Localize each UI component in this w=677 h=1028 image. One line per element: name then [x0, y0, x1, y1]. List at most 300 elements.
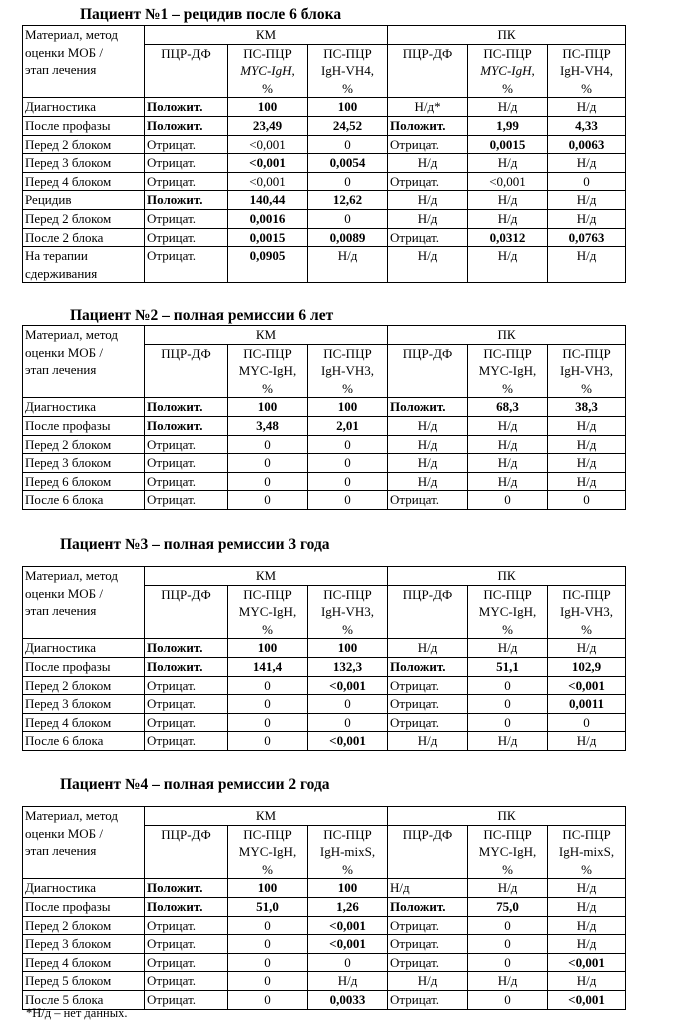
- patient-title: Пациент №4 – полная ремиссии 2 года: [60, 776, 330, 793]
- value-cell: Положит.: [145, 639, 228, 658]
- method-header: [388, 585, 468, 639]
- material-header-line: этап лечения: [25, 843, 97, 859]
- value-cell: Н/д: [388, 435, 468, 454]
- method-header-line: IgH-VH3,: [320, 363, 375, 379]
- value-cell: Н/д: [548, 435, 626, 454]
- value-cell: 0: [308, 454, 388, 473]
- value-cell: Отрицат.: [388, 135, 468, 154]
- value-cell: Н/д: [468, 209, 548, 228]
- method-header-line: IgH-VH3,: [320, 604, 375, 620]
- value-cell: 0: [308, 435, 388, 454]
- value-cell: 0: [308, 472, 388, 491]
- material-header: [23, 567, 145, 639]
- table-row: [23, 398, 626, 417]
- method-header: [388, 825, 468, 879]
- value-cell: 0: [308, 135, 388, 154]
- stage-cell: Перед 4 блоком: [23, 953, 145, 972]
- method-header-line: ПЦР-ДФ: [402, 586, 453, 602]
- value-cell: 0: [548, 713, 626, 732]
- material-header-line: этап лечения: [25, 362, 97, 378]
- method-header-line: ПЦР-ДФ: [402, 345, 453, 361]
- material-header-line: этап лечения: [25, 62, 97, 78]
- pk-header: ПК: [388, 326, 626, 345]
- mob-table: [22, 566, 626, 751]
- value-cell: 0,0312: [468, 228, 548, 247]
- stage-cell: Диагностика: [23, 879, 145, 898]
- stage-cell: После профазы: [23, 116, 145, 135]
- value-cell: 0: [308, 491, 388, 510]
- method-header-line: ПЦР-ДФ: [161, 45, 211, 61]
- value-cell: 68,3: [468, 398, 548, 417]
- value-cell: 100: [308, 639, 388, 658]
- method-header: [145, 44, 228, 98]
- table-row: [23, 972, 626, 991]
- value-cell: 0: [228, 732, 308, 751]
- table-row: [23, 676, 626, 695]
- stage-cell: Перед 4 блоком: [23, 713, 145, 732]
- value-cell: <0,001: [308, 916, 388, 935]
- value-cell: 38,3: [548, 398, 626, 417]
- value-cell: 1,99: [468, 116, 548, 135]
- value-cell: 0,0089: [308, 228, 388, 247]
- stage-cell: Перед 3 блоком: [23, 154, 145, 173]
- value-cell: Н/д: [388, 472, 468, 491]
- value-cell: Отрицат.: [145, 713, 228, 732]
- value-cell: Отрицат.: [145, 154, 228, 173]
- table-row: [23, 916, 626, 935]
- stage-cell: Перед 5 блоком: [23, 972, 145, 991]
- table-row: [23, 897, 626, 916]
- method-header-line: %: [502, 380, 513, 396]
- value-cell: Отрицат.: [145, 676, 228, 695]
- value-cell: 0: [468, 491, 548, 510]
- method-header: [308, 344, 388, 398]
- value-cell: 75,0: [468, 897, 548, 916]
- method-header: [145, 585, 228, 639]
- value-cell: 100: [308, 398, 388, 417]
- method-header-line: %: [262, 80, 273, 96]
- stage-cell: Перед 3 блоком: [23, 935, 145, 954]
- value-cell: Н/д: [468, 454, 548, 473]
- method-header-line: %: [581, 861, 592, 877]
- patient-title: Пациент №2 – полная ремиссии 6 лет: [70, 307, 334, 324]
- value-cell: Н/д: [388, 879, 468, 898]
- method-header: [308, 585, 388, 639]
- value-cell: 0: [308, 953, 388, 972]
- table-row: [23, 172, 626, 191]
- value-cell: Отрицат.: [145, 972, 228, 991]
- method-header-line: MYC-IgH,: [238, 604, 297, 620]
- material-header-line: оценки МОБ /: [25, 44, 103, 60]
- method-header-line: %: [262, 861, 273, 877]
- value-cell: 0: [468, 935, 548, 954]
- method-header-line: ПЦР-ДФ: [161, 586, 211, 602]
- value-cell: Н/д: [468, 435, 548, 454]
- stage-cell: После профазы: [23, 657, 145, 676]
- value-cell: Н/д: [548, 935, 626, 954]
- table-row: [23, 416, 626, 435]
- table-row: [23, 209, 626, 228]
- value-cell: Положит.: [388, 897, 468, 916]
- value-cell: Отрицат.: [388, 676, 468, 695]
- method-header-line: %: [581, 380, 592, 396]
- mob-table: [22, 25, 626, 283]
- value-cell: Положит.: [145, 191, 228, 210]
- value-cell: 0,0016: [228, 209, 308, 228]
- value-cell: Положит.: [145, 657, 228, 676]
- value-cell: 0: [308, 172, 388, 191]
- value-cell: 0: [308, 209, 388, 228]
- method-header: [308, 825, 388, 879]
- value-cell: 0,0063: [548, 135, 626, 154]
- method-header-line: MYC-IgH,: [238, 844, 297, 860]
- header-row: [23, 326, 626, 345]
- method-header-line: MYC-IgH,: [478, 844, 537, 860]
- material-header-line: Материал, метод: [25, 568, 119, 583]
- value-cell: Положит.: [145, 416, 228, 435]
- value-cell: Отрицат.: [145, 135, 228, 154]
- method-header: [548, 825, 626, 879]
- value-cell: 141,4: [228, 657, 308, 676]
- value-cell: 0: [228, 972, 308, 991]
- method-header-line: %: [581, 80, 592, 96]
- stage-cell: Диагностика: [23, 398, 145, 417]
- value-cell: Н/д: [308, 247, 388, 283]
- stage-cell: После 6 блока: [23, 491, 145, 510]
- value-cell: Н/д: [548, 154, 626, 173]
- value-cell: 0: [228, 990, 308, 1009]
- value-cell: Н/д: [468, 191, 548, 210]
- value-cell: Н/д: [548, 416, 626, 435]
- header-row: [23, 807, 626, 826]
- method-header-line: %: [342, 621, 353, 637]
- value-cell: 23,49: [228, 116, 308, 135]
- value-cell: 100: [308, 98, 388, 117]
- value-cell: Отрицат.: [388, 935, 468, 954]
- value-cell: 0,0015: [468, 135, 548, 154]
- value-cell: Отрицат.: [145, 935, 228, 954]
- value-cell: Отрицат.: [145, 916, 228, 935]
- value-cell: Положит.: [388, 116, 468, 135]
- table-row: [23, 491, 626, 510]
- value-cell: 24,52: [308, 116, 388, 135]
- value-cell: Н/д*: [388, 98, 468, 117]
- method-header-line: %: [342, 861, 353, 877]
- stage-cell: Диагностика: [23, 639, 145, 658]
- value-cell: Положит.: [145, 398, 228, 417]
- value-cell: <0,001: [548, 990, 626, 1009]
- value-cell: 100: [228, 879, 308, 898]
- value-cell: Н/д: [388, 732, 468, 751]
- method-header-line: ПЦР-ДФ: [161, 826, 211, 842]
- pk-header: ПК: [388, 807, 626, 826]
- km-header: КМ: [145, 326, 388, 345]
- value-cell: Н/д: [548, 247, 626, 283]
- value-cell: 100: [228, 98, 308, 117]
- method-header-line: ПС-ПЦР: [483, 826, 532, 842]
- material-header-line: оценки МОБ /: [25, 585, 103, 601]
- value-cell: Положит.: [145, 98, 228, 117]
- method-header-line: ПС-ПЦР: [323, 45, 372, 61]
- method-header-line: IgH-VH4,: [320, 63, 375, 79]
- method-header-line: %: [502, 621, 513, 637]
- stage-cell: Рецидив: [23, 191, 145, 210]
- stage-cell: Перед 4 блоком: [23, 172, 145, 191]
- value-cell: Н/д: [548, 98, 626, 117]
- method-header-line: IgH-mixS,: [319, 844, 376, 860]
- table-row: [23, 247, 626, 283]
- material-header: [23, 26, 145, 98]
- value-cell: Н/д: [548, 472, 626, 491]
- value-cell: 140,44: [228, 191, 308, 210]
- stage-cell: После 6 блока: [23, 732, 145, 751]
- pk-header: ПК: [388, 567, 626, 586]
- method-header-line: ПС-ПЦР: [562, 345, 611, 361]
- km-header: КМ: [145, 567, 388, 586]
- method-header-line: ПС-ПЦР: [323, 586, 372, 602]
- value-cell: Н/д: [548, 732, 626, 751]
- value-cell: 100: [228, 639, 308, 658]
- material-header-line: оценки МОБ /: [25, 344, 103, 360]
- table-row: [23, 879, 626, 898]
- value-cell: Отрицат.: [145, 695, 228, 714]
- table-row: [23, 639, 626, 658]
- value-cell: Н/д: [548, 454, 626, 473]
- method-header-line: ПС-ПЦР: [483, 45, 532, 61]
- method-header-line: %: [342, 380, 353, 396]
- value-cell: <0,001: [548, 953, 626, 972]
- method-header: [145, 344, 228, 398]
- header-row: [23, 567, 626, 586]
- value-cell: Н/д: [388, 972, 468, 991]
- value-cell: <0,001: [308, 732, 388, 751]
- material-header-line: этап лечения: [25, 603, 97, 619]
- stage-cell: После 2 блока: [23, 228, 145, 247]
- method-header: [388, 44, 468, 98]
- value-cell: Н/д: [548, 191, 626, 210]
- value-cell: 1,26: [308, 897, 388, 916]
- value-cell: 100: [308, 879, 388, 898]
- material-header-line: оценки МОБ /: [25, 825, 103, 841]
- stage-cell: Диагностика: [23, 98, 145, 117]
- value-cell: <0,001: [548, 676, 626, 695]
- method-header-line: ПС-ПЦР: [323, 345, 372, 361]
- value-cell: 0: [228, 695, 308, 714]
- value-cell: 102,9: [548, 657, 626, 676]
- method-header-line: ПС-ПЦР: [243, 45, 292, 61]
- mob-table: [22, 806, 626, 1010]
- method-header: [468, 344, 548, 398]
- stage-cell: Перед 6 блоком: [23, 472, 145, 491]
- method-header-line: ПЦР-ДФ: [402, 826, 453, 842]
- method-header-line: ПС-ПЦР: [483, 586, 532, 602]
- value-cell: Н/д: [388, 191, 468, 210]
- table-row: [23, 116, 626, 135]
- value-cell: <0,001: [228, 154, 308, 173]
- value-cell: Отрицат.: [145, 454, 228, 473]
- method-header: [308, 44, 388, 98]
- value-cell: <0,001: [468, 172, 548, 191]
- method-header: [228, 825, 308, 879]
- stage-cell: Перед 2 блоком: [23, 135, 145, 154]
- value-cell: Н/д: [548, 897, 626, 916]
- value-cell: Отрицат.: [145, 172, 228, 191]
- method-header-line: IgH-VH4,: [559, 63, 614, 79]
- value-cell: Н/д: [468, 472, 548, 491]
- value-cell: Н/д: [468, 154, 548, 173]
- table-row: [23, 472, 626, 491]
- value-cell: Н/д: [468, 972, 548, 991]
- value-cell: 0,0905: [228, 247, 308, 283]
- value-cell: Н/д: [388, 639, 468, 658]
- value-cell: 0: [308, 695, 388, 714]
- value-cell: 2,01: [308, 416, 388, 435]
- value-cell: 0: [548, 172, 626, 191]
- value-cell: 3,48: [228, 416, 308, 435]
- value-cell: Н/д: [548, 879, 626, 898]
- stage-cell: На терапии сдерживания: [23, 247, 145, 283]
- method-header-line: ПС-ПЦР: [243, 345, 292, 361]
- value-cell: Отрицат.: [388, 172, 468, 191]
- method-header: [548, 585, 626, 639]
- method-header-line: IgH-mixS,: [558, 844, 615, 860]
- value-cell: 100: [228, 398, 308, 417]
- value-cell: <0,001: [308, 935, 388, 954]
- value-cell: 0: [228, 472, 308, 491]
- value-cell: Н/д: [468, 639, 548, 658]
- km-header: КМ: [145, 26, 388, 45]
- value-cell: Отрицат.: [388, 228, 468, 247]
- patient-title: Пациент №1 – рецидив после 6 блока: [80, 6, 342, 23]
- value-cell: Н/д: [388, 209, 468, 228]
- table-row: [23, 154, 626, 173]
- value-cell: Положит.: [145, 116, 228, 135]
- value-cell: 0: [228, 435, 308, 454]
- value-cell: <0,001: [308, 676, 388, 695]
- value-cell: Положит.: [145, 879, 228, 898]
- value-cell: Отрицат.: [145, 247, 228, 283]
- method-header: [468, 825, 548, 879]
- value-cell: 4,33: [548, 116, 626, 135]
- stage-cell: Перед 2 блоком: [23, 435, 145, 454]
- material-header-line: Материал, метод: [25, 27, 119, 42]
- pk-header: ПК: [388, 26, 626, 45]
- method-header: [228, 585, 308, 639]
- method-header: [228, 44, 308, 98]
- header-row: [23, 26, 626, 45]
- stage-cell: Перед 2 блоком: [23, 916, 145, 935]
- value-cell: 0: [468, 695, 548, 714]
- value-cell: Отрицат.: [388, 695, 468, 714]
- stage-cell: Перед 3 блоком: [23, 695, 145, 714]
- value-cell: 0,0033: [308, 990, 388, 1009]
- value-cell: Отрицат.: [145, 209, 228, 228]
- table-row: [23, 435, 626, 454]
- method-header-line: %: [502, 80, 513, 96]
- table-row: [23, 953, 626, 972]
- table-row: [23, 732, 626, 751]
- value-cell: Отрицат.: [388, 916, 468, 935]
- method-header-line: ПС-ПЦР: [562, 586, 611, 602]
- value-cell: Отрицат.: [145, 472, 228, 491]
- value-cell: Н/д: [388, 247, 468, 283]
- material-header-line: Материал, метод: [25, 327, 119, 342]
- value-cell: 0: [228, 953, 308, 972]
- stage-cell: После профазы: [23, 897, 145, 916]
- value-cell: <0,001: [228, 172, 308, 191]
- table-row: [23, 454, 626, 473]
- value-cell: 0: [228, 713, 308, 732]
- table-row: [23, 657, 626, 676]
- value-cell: 0: [468, 953, 548, 972]
- value-cell: Н/д: [548, 972, 626, 991]
- value-cell: Отрицат.: [388, 713, 468, 732]
- method-header-line: MYC-IgH,: [238, 363, 297, 379]
- mob-table: [22, 325, 626, 510]
- material-header: [23, 807, 145, 879]
- stage-cell: Перед 2 блоком: [23, 209, 145, 228]
- table-row: [23, 695, 626, 714]
- value-cell: Н/д: [468, 98, 548, 117]
- method-header-line: ПС-ПЦР: [562, 45, 611, 61]
- table-row: [23, 228, 626, 247]
- patient-title: Пациент №3 – полная ремиссии 3 года: [60, 536, 330, 553]
- table-row: [23, 191, 626, 210]
- value-cell: Отрицат.: [145, 491, 228, 510]
- value-cell: 0: [228, 491, 308, 510]
- table-row: [23, 935, 626, 954]
- value-cell: Н/д: [548, 639, 626, 658]
- value-cell: Отрицат.: [388, 990, 468, 1009]
- value-cell: 0: [468, 916, 548, 935]
- method-header-line: ПС-ПЦР: [243, 826, 292, 842]
- value-cell: 0: [468, 713, 548, 732]
- value-cell: 0: [468, 676, 548, 695]
- value-cell: 0: [228, 935, 308, 954]
- stage-cell: После 5 блока: [23, 990, 145, 1009]
- method-header: [468, 44, 548, 98]
- method-header-line: %: [502, 861, 513, 877]
- value-cell: 0,0763: [548, 228, 626, 247]
- value-cell: Отрицат.: [145, 953, 228, 972]
- method-header-line: %: [342, 80, 353, 96]
- table-row: [23, 135, 626, 154]
- method-header-line: ПС-ПЦР: [323, 826, 372, 842]
- value-cell: 0: [308, 713, 388, 732]
- value-cell: 0: [548, 491, 626, 510]
- value-cell: 12,62: [308, 191, 388, 210]
- method-header-line: MYC-IgH,: [480, 63, 535, 79]
- value-cell: Н/д: [548, 209, 626, 228]
- value-cell: 0: [228, 916, 308, 935]
- value-cell: 132,3: [308, 657, 388, 676]
- material-header: [23, 326, 145, 398]
- value-cell: 51,0: [228, 897, 308, 916]
- value-cell: Отрицат.: [388, 953, 468, 972]
- value-cell: Н/д: [468, 879, 548, 898]
- method-header: [548, 44, 626, 98]
- value-cell: Н/д: [468, 732, 548, 751]
- value-cell: 0,0015: [228, 228, 308, 247]
- method-header-line: ПС-ПЦР: [562, 826, 611, 842]
- value-cell: Н/д: [388, 454, 468, 473]
- value-cell: 0: [228, 454, 308, 473]
- method-header: [548, 344, 626, 398]
- value-cell: 0,0011: [548, 695, 626, 714]
- value-cell: Отрицат.: [388, 491, 468, 510]
- stage-cell: Перед 3 блоком: [23, 454, 145, 473]
- value-cell: Н/д: [308, 972, 388, 991]
